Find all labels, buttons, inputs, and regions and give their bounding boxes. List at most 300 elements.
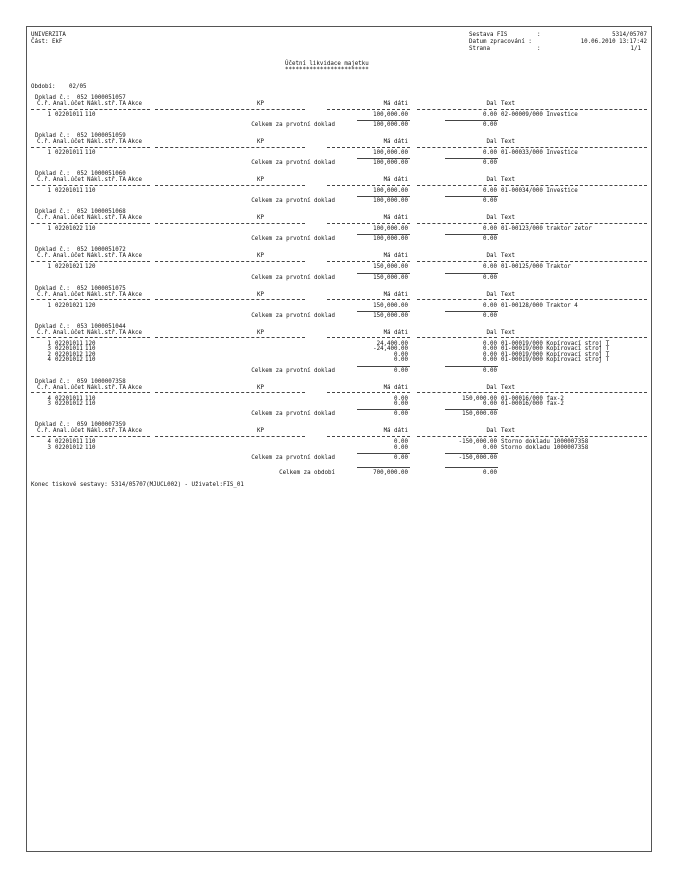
col-header-nakl: Nákl.stř. (87, 253, 119, 260)
header-rule (53, 436, 83, 437)
row-anal-ucet: 02201011 (55, 346, 83, 353)
col-header-dal: Dal (486, 101, 497, 107)
row-md: 100,000.00 (373, 112, 408, 118)
row-nakl-str: 110 (85, 346, 96, 353)
row-dal: 0.00 (483, 226, 497, 233)
row-anal-ucet: 02201021 (55, 302, 83, 309)
col-header-kp: KP (257, 329, 264, 336)
row-md: 0.00 (394, 439, 408, 446)
header-rule (119, 185, 126, 186)
row-text: 01-00034/000 Investice (501, 188, 578, 195)
col-header-cr: Č.ř. (37, 384, 51, 391)
row-md: 100,000.00 (373, 150, 408, 157)
header-rule (85, 223, 117, 224)
header-rule (31, 436, 51, 437)
row-dal: 150,000.00 (462, 395, 497, 402)
subtotal-rule-dal (445, 366, 498, 367)
obdobi-label: Období: (31, 84, 56, 90)
row-text: 01-00019/000 Kopírovací stroj T (501, 346, 610, 353)
row-dal: 0.00 (483, 302, 497, 309)
header-rule (327, 392, 410, 393)
row-dal: 0.00 (483, 401, 497, 408)
header-rule (155, 392, 305, 393)
header-rule (327, 109, 410, 110)
row-cr: 2 (47, 351, 51, 358)
col-header-anal: Anal.účet (53, 329, 85, 336)
header-rule (31, 337, 51, 338)
row-text: 01-00033/000 Investice (501, 150, 578, 157)
header-rule (327, 147, 410, 148)
row-anal-ucet: 02201011 (55, 188, 83, 195)
col-header-anal: Anal.účet (53, 215, 85, 222)
subtotal-rule-md (357, 120, 410, 121)
header-rule (128, 223, 150, 224)
subtotal-label: Celkem za prvotní doklad (251, 160, 335, 167)
col-header-dal: Dal (486, 139, 497, 146)
subtotal-md: 100,000.00 (373, 122, 408, 129)
header-rule (417, 436, 497, 437)
grand-total-dal: 0.00 (483, 469, 497, 476)
col-header-ta: TA (119, 329, 126, 336)
header-rule (85, 185, 117, 186)
row-anal-ucet: 02201011 (55, 112, 83, 118)
header-rule (128, 109, 150, 110)
col-header-akce: Akce (128, 101, 142, 107)
row-cr: 1 (47, 340, 51, 347)
col-header-dal: Dal (486, 253, 497, 260)
header-rule (155, 223, 305, 224)
header-rule (128, 299, 150, 300)
col-header-cr: Č.ř. (37, 177, 51, 184)
row-nakl-str: 120 (85, 302, 96, 309)
subtotal-md: 0.00 (394, 454, 408, 461)
doklad-number: Doklad č.: 052 1000051059 (35, 133, 126, 140)
grand-total-rule-md (357, 467, 410, 468)
row-cr: 4 (47, 439, 51, 446)
subtotal-dal: 0.00 (483, 367, 497, 374)
col-header-text: Text (501, 428, 515, 435)
report-title: Účetní likvidace majetku (285, 61, 369, 67)
col-header-kp: KP (257, 215, 264, 222)
header-rule (501, 147, 647, 148)
header-rule (31, 261, 51, 262)
header-rule (119, 261, 126, 262)
row-cr: 3 (47, 346, 51, 353)
strana-colon: : (537, 46, 541, 52)
row-md: 150,000.00 (373, 302, 408, 309)
col-header-md: Má dáti (383, 177, 408, 184)
doklad-number: Doklad č.: 052 1000051057 (35, 95, 126, 101)
row-nakl-str: 110 (85, 357, 96, 364)
header-rule (128, 392, 150, 393)
row-md: 100,000.00 (373, 188, 408, 195)
col-header-md: Má dáti (383, 101, 408, 107)
subtotal-dal: 150,000.00 (462, 411, 497, 418)
header-rule (417, 109, 497, 110)
header-rule (128, 337, 150, 338)
subtotal-dal: -150,000.00 (458, 454, 497, 461)
col-header-anal: Anal.účet (53, 253, 85, 260)
col-header-nakl: Nákl.stř. (87, 139, 119, 146)
row-text: 01-00016/000 fax-2 (501, 395, 564, 402)
col-header-anal: Anal.účet (53, 384, 85, 391)
row-nakl-str: 120 (85, 264, 96, 271)
header-rule (128, 147, 150, 148)
report-page (26, 26, 652, 852)
col-header-nakl: Nákl.stř. (87, 428, 119, 435)
col-header-text: Text (501, 215, 515, 222)
col-header-nakl: Nákl.stř. (87, 384, 119, 391)
col-header-anal: Anal.účet (53, 101, 85, 107)
header-rule (53, 109, 83, 110)
header-rule (327, 261, 410, 262)
subtotal-rule-md (357, 158, 410, 159)
row-text: 02-00009/000 Investice (501, 112, 578, 118)
header-rule (85, 109, 117, 110)
col-header-akce: Akce (128, 215, 142, 222)
subtotal-md: 0.00 (394, 367, 408, 374)
header-rule (53, 261, 83, 262)
col-header-cr: Č.ř. (37, 139, 51, 146)
header-rule (85, 392, 117, 393)
col-header-akce: Akce (128, 139, 142, 146)
col-header-anal: Anal.účet (53, 291, 85, 298)
header-rule (53, 337, 83, 338)
row-text: 01-00125/000 Traktor (501, 264, 571, 271)
col-header-ta: TA (119, 215, 126, 222)
doklad-number: Doklad č.: 053 1000051044 (35, 323, 126, 330)
row-nakl-str: 110 (85, 439, 96, 446)
row-dal: -150,000.00 (458, 439, 497, 446)
header-rule (53, 223, 83, 224)
header-rule (119, 337, 126, 338)
col-header-akce: Akce (128, 329, 142, 336)
header-rule (85, 261, 117, 262)
subtotal-md: 100,000.00 (373, 236, 408, 243)
row-anal-ucet: 02201021 (55, 264, 83, 271)
col-header-md: Má dáti (383, 215, 408, 222)
row-cr: 1 (47, 264, 51, 271)
col-header-kp: KP (257, 101, 264, 107)
org-part: Část: EkF (31, 39, 63, 45)
row-anal-ucet: 02201011 (55, 439, 83, 446)
col-header-ta: TA (119, 101, 126, 107)
header-rule (85, 436, 117, 437)
doklad-number: Doklad č.: 059 1000007359 (35, 422, 126, 429)
header-rule (501, 299, 647, 300)
col-header-dal: Dal (486, 384, 497, 391)
col-header-nakl: Nákl.stř. (87, 177, 119, 184)
subtotal-md: 0.00 (394, 411, 408, 418)
header-rule (119, 223, 126, 224)
header-rule (417, 261, 497, 262)
header-rule (501, 392, 647, 393)
subtotal-rule-dal (445, 196, 498, 197)
row-dal: 0.00 (483, 188, 497, 195)
header-rule (119, 109, 126, 110)
subtotal-rule-md (357, 311, 410, 312)
subtotal-rule-md (357, 366, 410, 367)
row-cr: 1 (47, 226, 51, 233)
col-header-dal: Dal (486, 215, 497, 222)
row-dal: 0.00 (483, 444, 497, 451)
row-cr: 1 (47, 188, 51, 195)
subtotal-label: Celkem za prvotní doklad (251, 454, 335, 461)
col-header-nakl: Nákl.stř. (87, 101, 119, 107)
col-header-cr: Č.ř. (37, 101, 51, 107)
row-dal: 0.00 (483, 340, 497, 347)
header-rule (128, 436, 150, 437)
col-header-dal: Dal (486, 329, 497, 336)
row-anal-ucet: 02201012 (55, 357, 83, 364)
subtotal-rule-dal (445, 120, 498, 121)
row-text: 01-00016/000 fax-2 (501, 401, 564, 408)
col-header-kp: KP (257, 177, 264, 184)
col-header-dal: Dal (486, 177, 497, 184)
report-title-underline: ************************ (285, 67, 369, 73)
row-nakl-str: 110 (85, 112, 96, 118)
col-header-kp: KP (257, 384, 264, 391)
col-header-kp: KP (257, 139, 264, 146)
col-header-akce: Akce (128, 291, 142, 298)
header-rule (155, 299, 305, 300)
header-rule (53, 392, 83, 393)
row-text: Storno dokladu 1000007358 (501, 444, 589, 451)
header-rule (53, 147, 83, 148)
header-rule (417, 185, 497, 186)
col-header-text: Text (501, 177, 515, 184)
row-anal-ucet: 02201011 (55, 340, 83, 347)
header-rule (128, 185, 150, 186)
row-md: -24,400.00 (373, 346, 408, 353)
col-header-md: Má dáti (383, 253, 408, 260)
subtotal-dal: 0.00 (483, 122, 497, 129)
col-header-kp: KP (257, 428, 264, 435)
subtotal-label: Celkem za prvotní doklad (251, 411, 335, 418)
header-rule (155, 261, 305, 262)
row-nakl-str: 110 (85, 395, 96, 402)
row-text: Storno dokladu 1000007358 (501, 439, 589, 446)
strana-label: Strana (469, 46, 490, 52)
header-rule (155, 337, 305, 338)
subtotal-dal: 0.00 (483, 274, 497, 281)
subtotal-label: Celkem za prvotní doklad (251, 312, 335, 319)
row-dal: 0.00 (483, 346, 497, 353)
org-name: UNIVERZITA (31, 32, 66, 38)
row-text: 01-00123/000 traktor zetor (501, 226, 592, 233)
header-rule (31, 147, 51, 148)
row-nakl-str: 120 (85, 340, 96, 347)
subtotal-label: Celkem za prvotní doklad (251, 198, 335, 205)
subtotal-dal: 0.00 (483, 198, 497, 205)
doklad-number: Doklad č.: 052 1000051075 (35, 285, 126, 292)
col-header-md: Má dáti (383, 428, 408, 435)
subtotal-rule-dal (445, 234, 498, 235)
header-rule (501, 109, 647, 110)
col-header-ta: TA (119, 177, 126, 184)
doklad-number: Doklad č.: 059 1000007358 (35, 378, 126, 385)
header-rule (31, 223, 51, 224)
row-text: 01-00128/000 Traktor 4 (501, 302, 578, 309)
subtotal-rule-dal (445, 158, 498, 159)
row-cr: 4 (47, 357, 51, 364)
sestava-colon: : (537, 32, 541, 38)
subtotal-label: Celkem za prvotní doklad (251, 236, 335, 243)
header-rule (501, 337, 647, 338)
header-rule (327, 185, 410, 186)
col-header-text: Text (501, 384, 515, 391)
header-rule (31, 185, 51, 186)
subtotal-label: Celkem za prvotní doklad (251, 367, 335, 374)
col-header-cr: Č.ř. (37, 329, 51, 336)
subtotal-rule-dal (445, 409, 498, 410)
row-nakl-str: 110 (85, 226, 96, 233)
col-header-cr: Č.ř. (37, 428, 51, 435)
col-header-text: Text (501, 101, 515, 107)
col-header-akce: Akce (128, 253, 142, 260)
col-header-anal: Anal.účet (53, 139, 85, 146)
row-anal-ucet: 02201012 (55, 444, 83, 451)
col-header-md: Má dáti (383, 329, 408, 336)
header-rule (501, 223, 647, 224)
row-md: 0.00 (394, 395, 408, 402)
col-header-ta: TA (119, 384, 126, 391)
subtotal-dal: 0.00 (483, 312, 497, 319)
header-rule (128, 261, 150, 262)
col-header-nakl: Nákl.stř. (87, 291, 119, 298)
col-header-dal: Dal (486, 428, 497, 435)
col-header-cr: Č.ř. (37, 215, 51, 222)
row-md: 24,400.00 (376, 340, 408, 347)
col-header-dal: Dal (486, 291, 497, 298)
col-header-akce: Akce (128, 177, 142, 184)
datum-value: 10.06.2010 13:17:42 (580, 39, 647, 45)
row-dal: 0.00 (483, 351, 497, 358)
header-rule (85, 337, 117, 338)
row-nakl-str: 110 (85, 188, 96, 195)
subtotal-md: 150,000.00 (373, 274, 408, 281)
subtotal-rule-dal (445, 273, 498, 274)
subtotal-md: 100,000.00 (373, 160, 408, 167)
row-anal-ucet: 02201012 (55, 351, 83, 358)
col-header-text: Text (501, 253, 515, 260)
row-anal-ucet: 02201012 (55, 401, 83, 408)
header-rule (417, 337, 497, 338)
header-rule (417, 223, 497, 224)
header-rule (501, 185, 647, 186)
header-rule (417, 392, 497, 393)
subtotal-md: 150,000.00 (373, 312, 408, 319)
doklad-number: Doklad č.: 052 1000051068 (35, 209, 126, 216)
col-header-ta: TA (119, 291, 126, 298)
sestava-value: 5314/05707 (612, 32, 647, 38)
col-header-text: Text (501, 329, 515, 336)
col-header-text: Text (501, 139, 515, 146)
col-header-cr: Č.ř. (37, 253, 51, 260)
row-anal-ucet: 02201011 (55, 395, 83, 402)
doklad-number: Doklad č.: 052 1000051072 (35, 247, 126, 254)
row-nakl-str: 110 (85, 401, 96, 408)
row-dal: 0.00 (483, 150, 497, 157)
subtotal-rule-md (357, 234, 410, 235)
header-rule (119, 299, 126, 300)
row-cr: 1 (47, 150, 51, 157)
col-header-nakl: Nákl.stř. (87, 329, 119, 336)
row-cr: 1 (47, 302, 51, 309)
obdobi-value: 02/05 (69, 84, 87, 90)
header-rule (85, 299, 117, 300)
report-footer: Konec tiskové sestavy: 5314/05707(MJUCL002) - Uživatel:FIS_01 (31, 481, 244, 488)
header-rule (85, 147, 117, 148)
row-md: 100,000.00 (373, 226, 408, 233)
header-rule (155, 185, 305, 186)
row-nakl-str: 110 (85, 150, 96, 157)
col-header-cr: Č.ř. (37, 291, 51, 298)
subtotal-label: Celkem za prvotní doklad (251, 122, 335, 129)
subtotal-rule-md (357, 196, 410, 197)
row-dal: 0.00 (483, 357, 497, 364)
row-text: 01-00019/000 Kopírovací stroj T (501, 340, 610, 347)
subtotal-dal: 0.00 (483, 236, 497, 243)
sestava-label: Sestava FIS (469, 32, 508, 38)
row-md: 0.00 (394, 351, 408, 358)
row-md: 0.00 (394, 401, 408, 408)
row-cr: 3 (47, 401, 51, 408)
row-md: 150,000.00 (373, 264, 408, 271)
subtotal-label: Celkem za prvotní doklad (251, 274, 335, 281)
strana-value: 1/1 (630, 46, 641, 52)
col-header-kp: KP (257, 253, 264, 260)
col-header-md: Má dáti (383, 139, 408, 146)
header-rule (501, 436, 647, 437)
header-rule (119, 392, 126, 393)
header-rule (119, 147, 126, 148)
row-dal: 0.00 (483, 264, 497, 271)
header-rule (327, 299, 410, 300)
header-rule (327, 436, 410, 437)
col-header-ta: TA (119, 139, 126, 146)
grand-total-label: Celkem za období (279, 469, 335, 476)
subtotal-dal: 0.00 (483, 160, 497, 167)
row-md: 0.00 (394, 357, 408, 364)
col-header-md: Má dáti (383, 291, 408, 298)
doklad-number: Doklad č.: 052 1000051060 (35, 171, 126, 178)
col-header-anal: Anal.účet (53, 428, 85, 435)
header-rule (53, 185, 83, 186)
header-rule (327, 337, 410, 338)
subtotal-rule-md (357, 273, 410, 274)
subtotal-md: 100,000.00 (373, 198, 408, 205)
subtotal-rule-md (357, 409, 410, 410)
subtotal-rule-md (357, 453, 410, 454)
grand-total-md: 700,000.00 (373, 469, 408, 476)
header-rule (119, 436, 126, 437)
row-cr: 3 (47, 444, 51, 451)
row-nakl-str: 110 (85, 444, 96, 451)
header-rule (155, 109, 305, 110)
header-rule (31, 299, 51, 300)
row-cr: 1 (47, 112, 51, 118)
header-rule (31, 109, 51, 110)
header-rule (155, 147, 305, 148)
row-cr: 4 (47, 395, 51, 402)
col-header-ta: TA (119, 253, 126, 260)
row-dal: 0.00 (483, 112, 497, 118)
header-rule (417, 147, 497, 148)
header-rule (155, 436, 305, 437)
grand-total-rule-dal (445, 467, 498, 468)
col-header-md: Má dáti (383, 384, 408, 391)
